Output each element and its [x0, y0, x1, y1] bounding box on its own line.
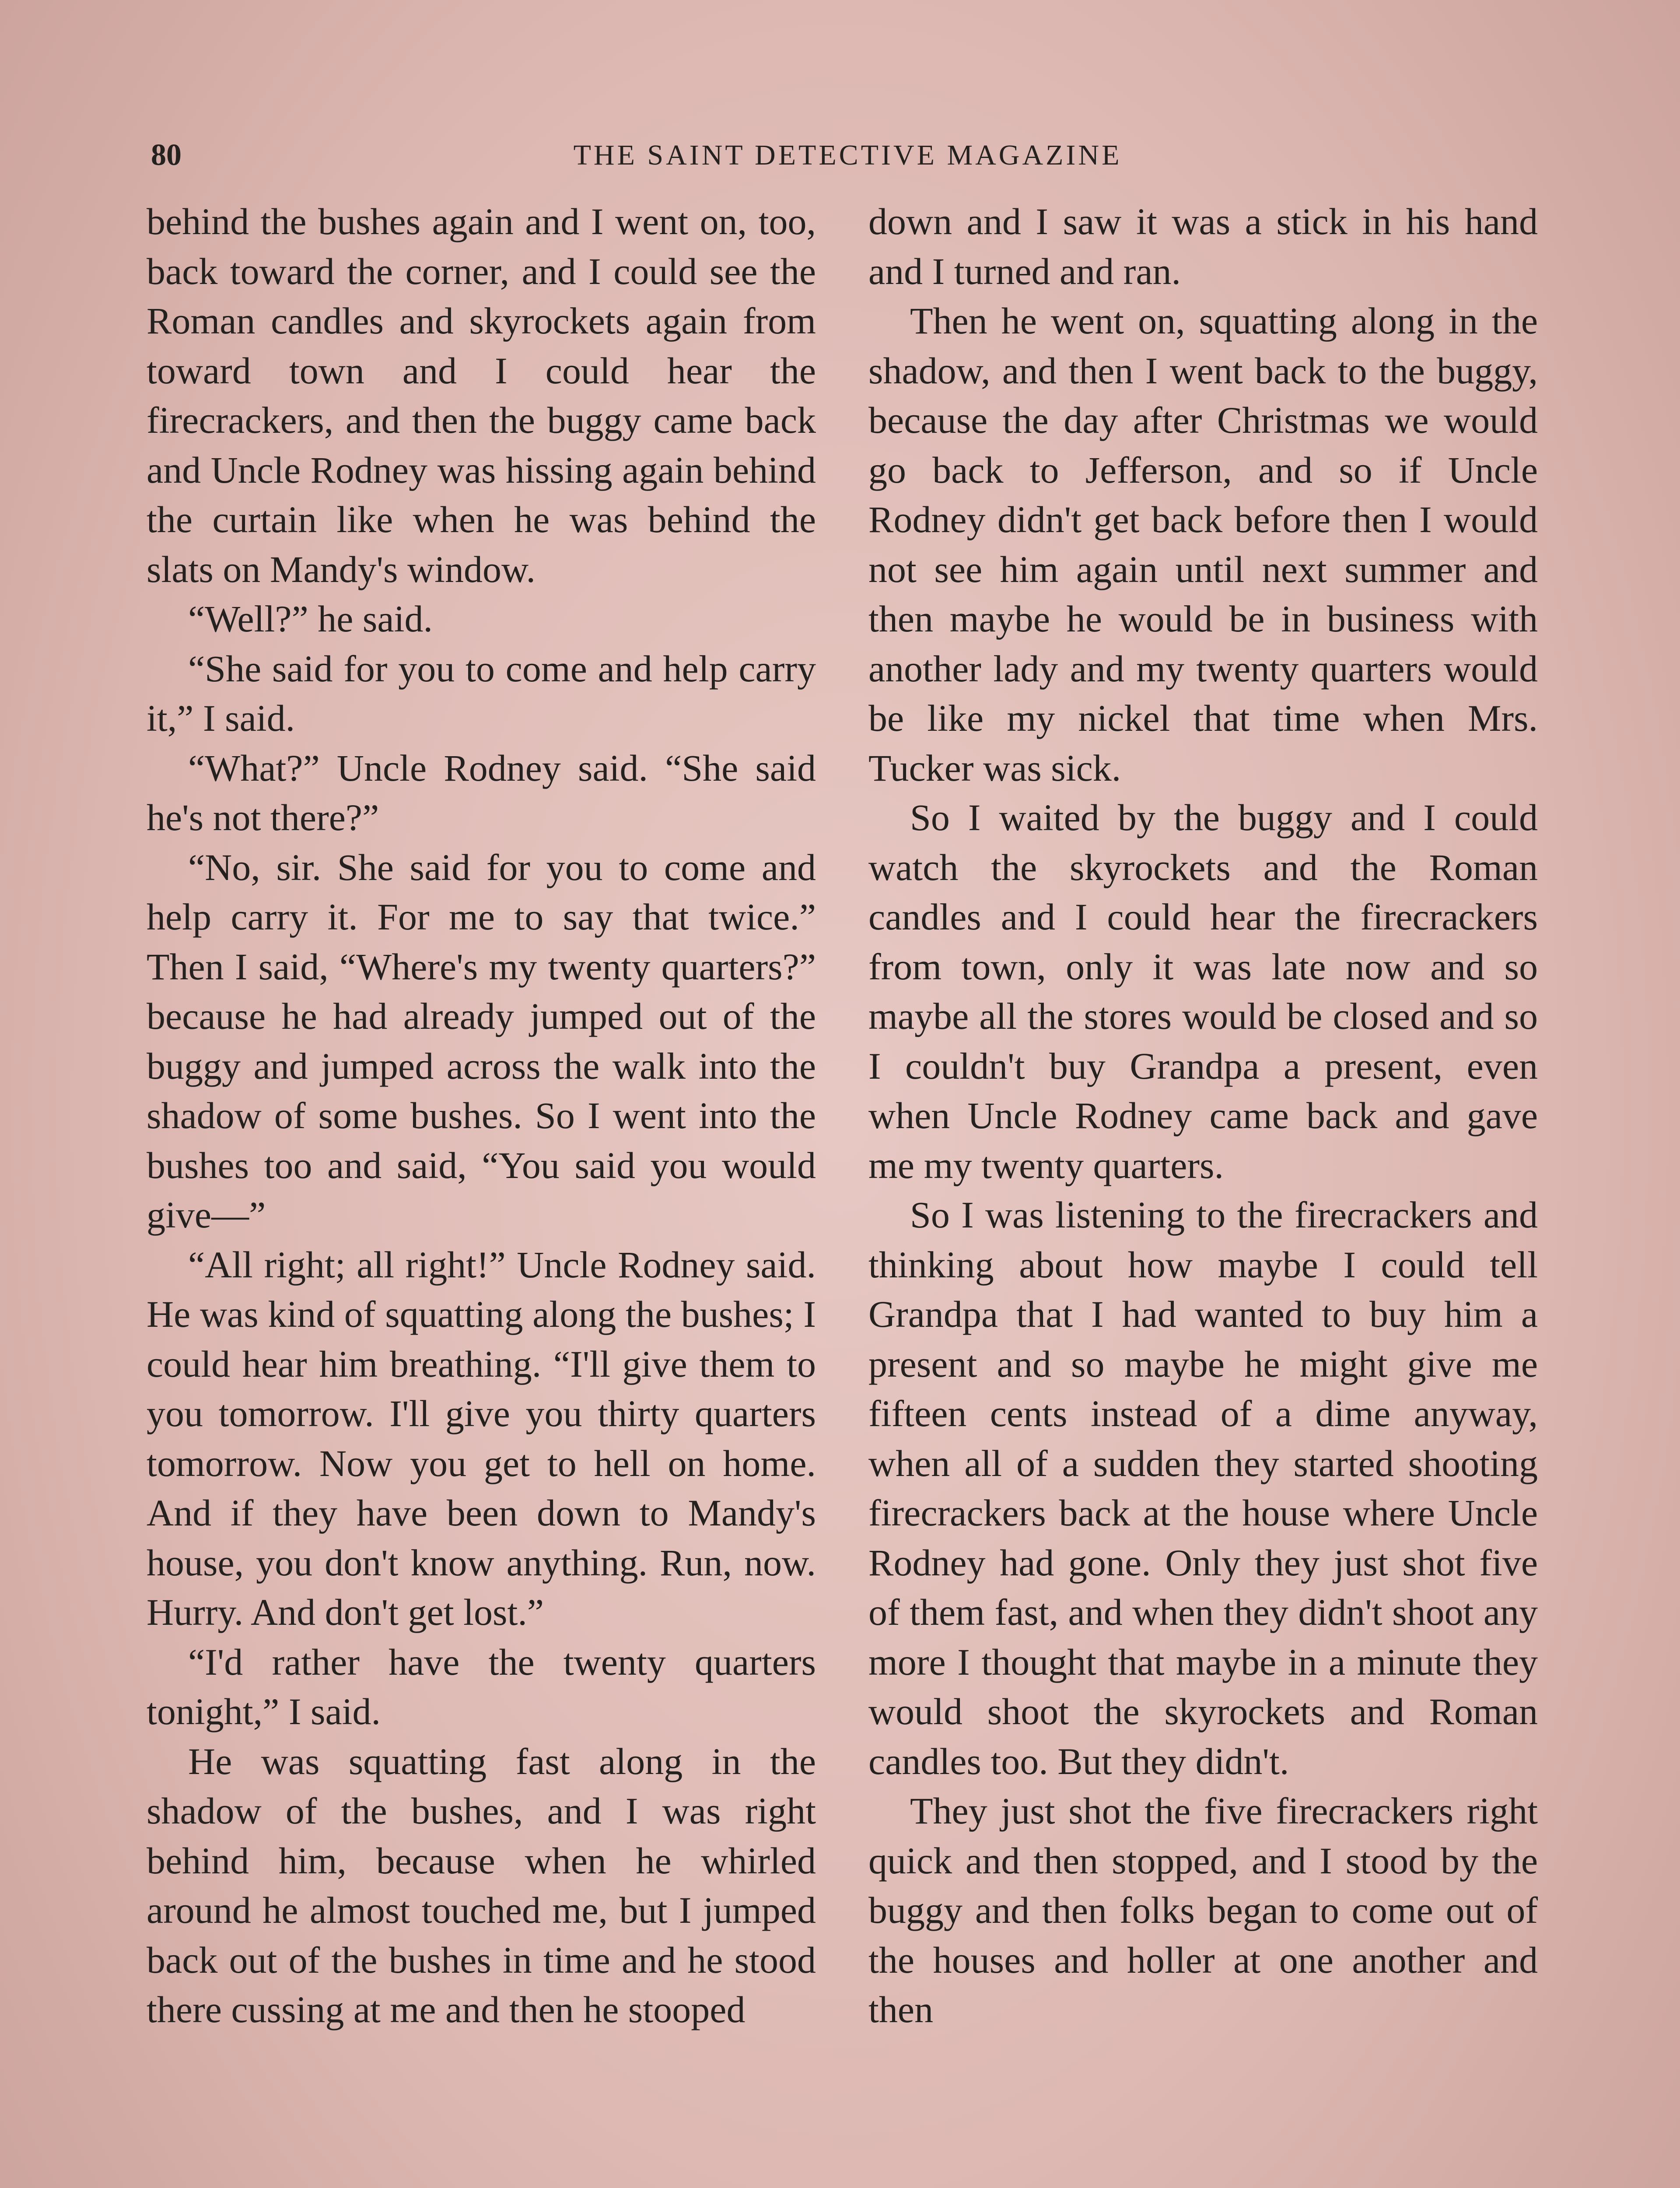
paragraph: behind the bushes again and I went on, too, back toward the corner, and I could see the Roman candles and skyrockets again from toward town and I could hear the firecrackers, and then the buggy came back and Uncle Rodney was hissing again behind the curtain like when he was behind the slats on Mandy's window.: [147, 200, 816, 590]
paragraph: So I was listening to the firecrackers and thinking about how maybe I could tell Grandpa that I had wanted to buy him a present and so maybe he might give me fifteen cents instead of a dime anyway, when all of a sudden they started shooting firecrackers back at the house where Uncle Rodney had gone. Only they just shot five of them fast, and when they didn't shoot any more I thought that maybe in a minute they would shoot the skyrockets and Roman candles too. But they didn't.: [868, 1194, 1538, 1782]
left-column: [147, 197, 816, 2188]
paragraph: “I'd rather have the twenty quarters tonight,” I said.: [147, 1641, 816, 1732]
paragraph: They just shot the five firecrackers right quick and then stopped, and I stood by the buggy and then folks began to come out of the houses and holler at one another and then: [868, 1790, 1538, 2030]
right-column: [868, 197, 1538, 2188]
paragraph: “What?” Uncle Rodney said. “She said he's not there?”: [147, 747, 816, 838]
paragraph: Then he went on, squatting along in the shadow, and then I went back to the buggy, because the day after Christmas we would go back to Jefferson, and so if Uncle Rodney didn't get back before then I would not see him again until next summer and then maybe he would be in business with another lady and my twenty quarters would be like my nickel that time when Mrs. Tucker was sick.: [868, 300, 1538, 789]
paragraph: “Well?” he said.: [188, 598, 433, 640]
running-title: THE SAINT DETECTIVE MAGAZINE: [573, 139, 1122, 171]
page-number: 80: [151, 138, 182, 172]
page-header: [151, 131, 1544, 179]
paragraph: down and I saw it was a stick in his hand and I turned and ran.: [868, 200, 1538, 292]
paragraph: “She said for you to come and help carry it,” I said.: [147, 647, 816, 739]
paragraph: “All right; all right!” Uncle Rodney said. He was kind of squatting along the bushes; I could hear him breathing. “I'll give them to you tomorrow. I'll give you thirty quarters tomorrow. Now you get to hell on home. And if they have been down to Mandy's house, you don't know anything. Run, now. Hurry. And don't get lost.”: [147, 1243, 816, 1633]
paragraph: So I waited by the buggy and I could watch the skyrockets and the Roman candles and I could hear the firecrackers from town, only it was late now and so maybe all the stores would be closed and so I couldn't buy Grandpa a present, even when Uncle Rodney came back and gave me my twenty quarters.: [868, 796, 1538, 1186]
paragraph: He was squatting fast along in the shadow of the bushes, and I was right behind him, because when he whirled around he almost touched me, but I jumped back out of the bushes in time and he stood there cussing at me and then he stooped: [147, 1740, 816, 2030]
paragraph: “No, sir. She said for you to come and help carry it. For me to say that twice.” Then I said, “Where's my twenty quarters?” because he had already jumped out of the buggy and jumped across the walk into the shadow of some bushes. So I went into the bushes too and said, “You said you would give—”: [147, 846, 816, 1236]
